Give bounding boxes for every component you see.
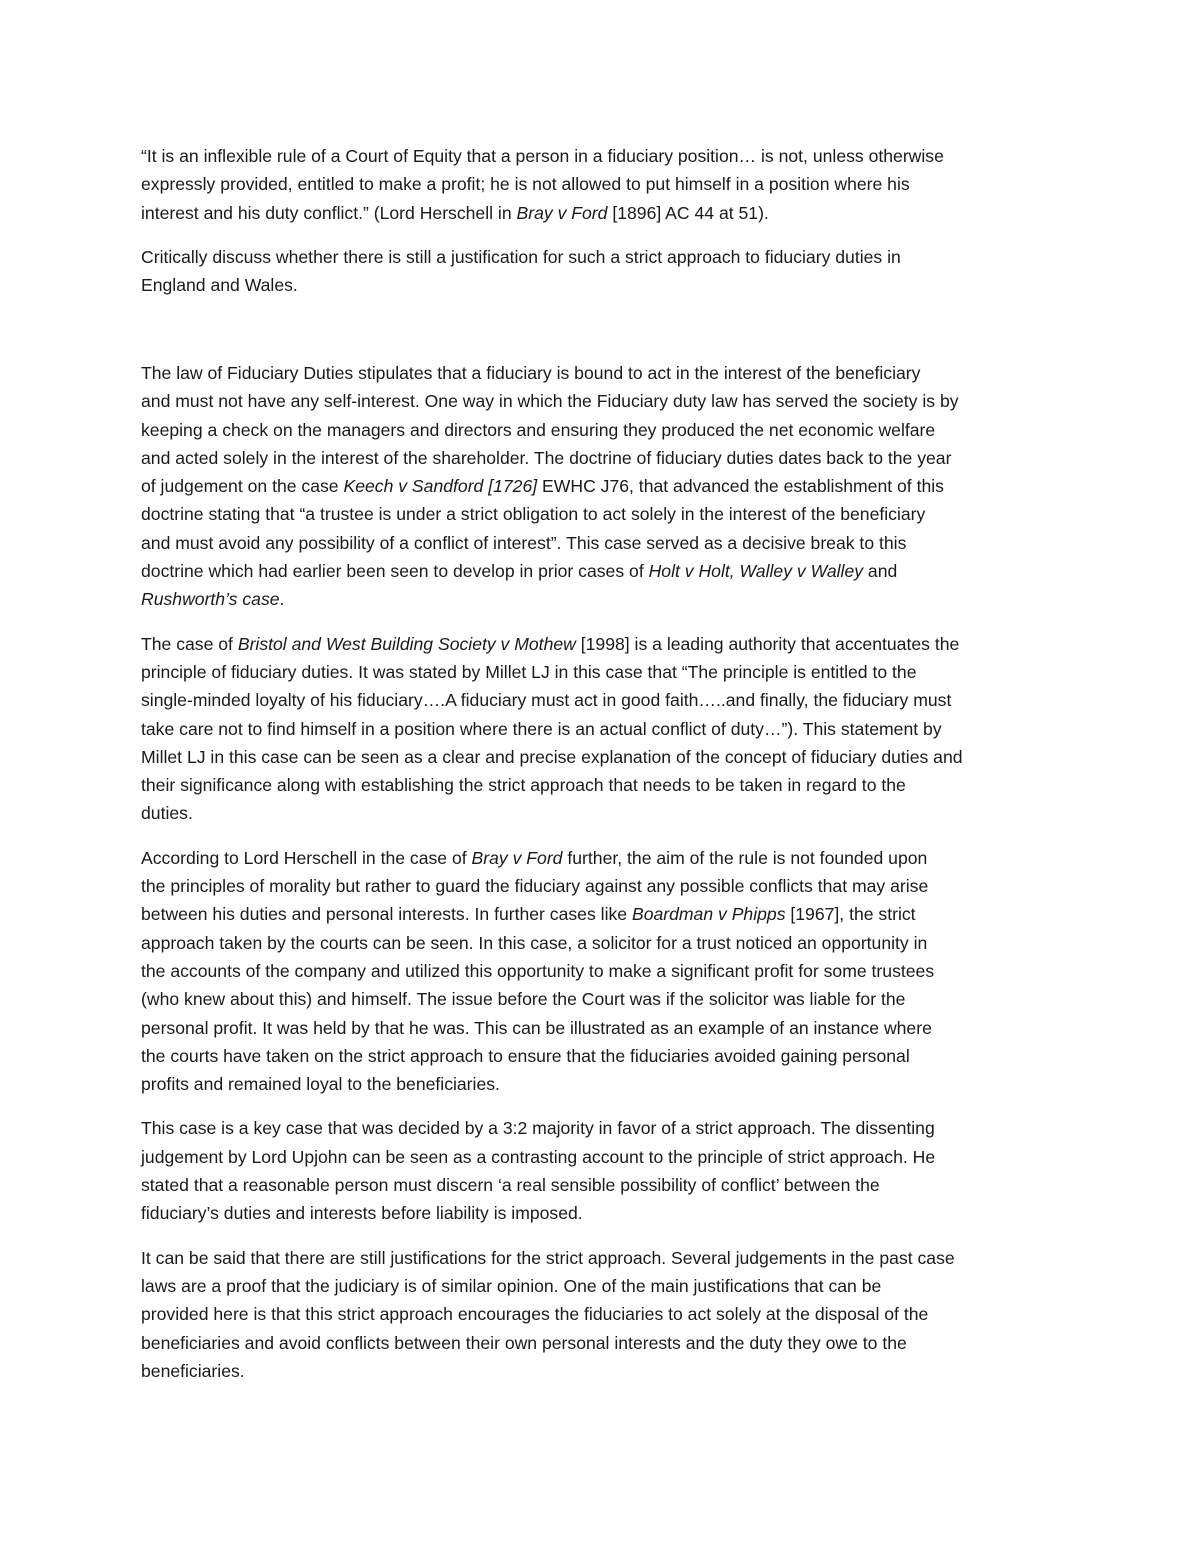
text-line: judgement by Lord Upjohn can be seen as a contrasting account to the principle of strict approach. He [141,1146,936,1167]
question-prompt [141,243,1063,300]
text-line: take care not to find himself in a position where there is an actual conflict of duty…”). This statement by [141,718,942,739]
text-line: interest and his duty conflict.” (Lord Herschell in Bray v Ford [1896] AC 44 at 51). [141,202,769,223]
case-citation: Bray v Ford [516,202,608,223]
case-citation: Keech v Sandford [1726] [343,476,538,497]
text-line: Critically discuss whether there is still a justification for such a strict approach to fiduciary duties in [141,246,901,267]
text-line: It can be said that there are still justifications for the strict approach. Several judgements in the past case [141,1247,955,1268]
text-line: and acted solely in the interest of the shareholder. The doctrine of fiduciary duties dates back to the year [141,447,952,468]
case-citation: Bray v Ford [471,847,563,868]
text-line: England and Wales. [141,275,298,296]
text-line: provided here is that this strict approach encourages the fiduciaries to act solely at the disposal of the [141,1304,929,1325]
essay-paragraph [141,1244,1063,1385]
text-line: single-minded loyalty of his fiduciary….A fiduciary must act in good faith…..and finally, the fiduciary must [141,690,952,711]
text-line: The case of Bristol and West Building Society v Mothew [1998] is a leading authority that accentuates the [141,633,960,654]
text-line: beneficiaries. [141,1360,245,1381]
question-quote [141,142,1063,227]
case-citation: Holt v Holt, Walley v Walley [648,561,864,582]
case-citation: Rushworth’s case [141,589,280,610]
case-citation: Boardman v Phipps [631,904,786,925]
text-line: fiduciary’s duties and interests before liability is imposed. [141,1203,583,1224]
text-line: laws are a proof that the judiciary is of similar opinion. One of the main justifications that can be [141,1275,882,1296]
text-line: This case is a key case that was decided by a 3:2 majority in favor of a strict approach. The dissenting [141,1118,935,1139]
text-line: doctrine which had earlier been seen to develop in prior cases of Holt v Holt, Walley v Walley and [141,561,898,582]
text-line: beneficiaries and avoid conflicts between their own personal interests and the duty they owe to the [141,1332,907,1353]
essay-paragraph [141,630,1063,828]
text-line: the courts have taken on the strict approach to ensure that the fiduciaries avoided gaining personal [141,1045,910,1066]
text-line: duties. [141,803,193,824]
text-line: between his duties and personal interests. In further cases like Boardman v Phipps [1967], the strict [141,904,916,925]
text-line: and must not have any self-interest. One way in which the Fiduciary duty law has served the society is by [141,391,959,412]
question-block [141,142,1063,315]
case-citation: Bristol and West Building Society v Mothew [237,633,576,654]
text-line: The law of Fiduciary Duties stipulates that a fiduciary is bound to act in the interest of the beneficiary [141,363,921,383]
text-line: approach taken by the courts can be seen. In this case, a solicitor for a trust noticed an opportunity in [141,932,928,953]
text-line: stated that a reasonable person must discern ‘a real sensible possibility of conflict’ between the [141,1175,880,1196]
text-line: of judgement on the case Keech v Sandford [1726] EWHC J76, that advanced the establishment of this [141,476,944,497]
text-line: and must avoid any possibility of a conflict of interest”. This case served as a decisive break to this [141,532,907,553]
text-line: principle of fiduciary duties. It was stated by Millet LJ in this case that “The principle is entitled to the [141,661,917,682]
text-line: keeping a check on the managers and directors and ensuring they produced the net economic welfare [141,419,936,440]
text-line: Millet LJ in this case can be seen as a clear and precise explanation of the concept of fiduciary duties and [141,746,963,767]
text-line: According to Lord Herschell in the case of Bray v Ford further, the aim of the rule is not founded upon [141,847,928,868]
essay-paragraph [141,359,1063,614]
text-line: personal profit. It was held by that he was. This can be illustrated as an example of an instance where [141,1017,932,1038]
text-line: the accounts of the company and utilized this opportunity to make a significant profit for some trustees [141,960,935,981]
essay-body [141,359,1063,1401]
text-line: doctrine stating that “a trustee is under a strict obligation to act solely in the interest of the beneficiary [141,504,926,525]
text-line: Rushworth’s case. [141,589,285,610]
text-line: the principles of morality but rather to guard the fiduciary against any possible conflicts that may arise [141,876,929,897]
text-line: expressly provided, entitled to make a profit; he is not allowed to put himself in a position where his [141,174,910,195]
essay-paragraph [141,1114,1063,1227]
text-line: (who knew about this) and himself. The issue before the Court was if the solicitor was liable for the [141,989,906,1010]
essay-paragraph [141,844,1063,1099]
text-line: “It is an inflexible rule of a Court of Equity that a person in a fiduciary position… is not, unless otherwise [141,146,944,166]
text-line: their significance along with establishing the strict approach that needs to be taken in regard to the [141,775,906,796]
text-line: profits and remained loyal to the beneficiaries. [141,1074,500,1095]
